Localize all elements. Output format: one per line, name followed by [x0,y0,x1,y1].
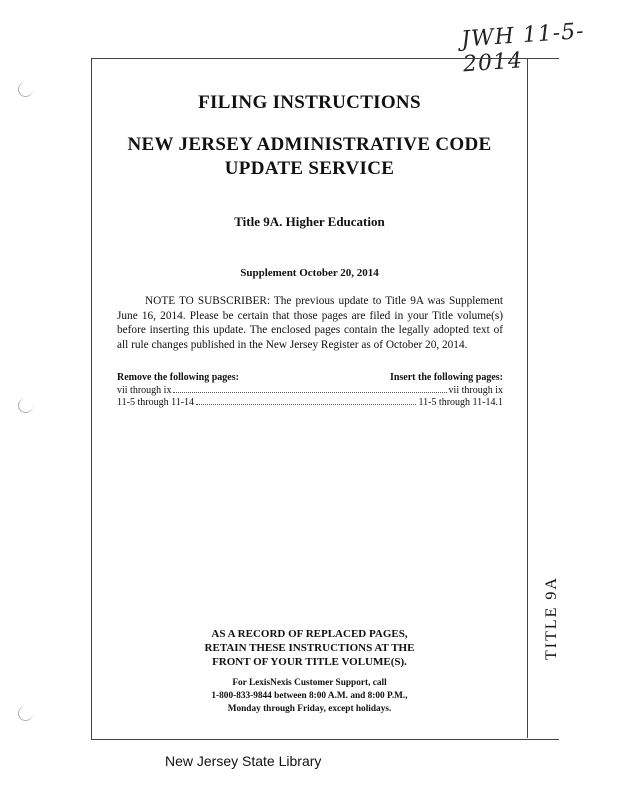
handwritten-note: JWH 11-5-2014 [460,18,586,78]
spine-tab-label: TITLE 9A [543,576,560,660]
support-line: Monday through Friday, except holidays. [227,704,392,714]
supplement-date: Supplement October 20, 2014 [240,267,379,279]
support-info [91,677,528,716]
document-title: FILING INSTRUCTIONS [198,92,421,113]
leader-dots [196,404,416,405]
punch-hole [18,398,33,413]
support-line: For LexisNexis Customer Support, call [232,678,387,688]
title-volume: Title 9A. Higher Education [234,214,385,229]
record-notice-line: RETAIN THESE INSTRUCTIONS AT THE [204,642,415,654]
record-notice [91,627,528,669]
support-line: 1-800-833-9844 between 8:00 A.M. and 8:00 P.M., [211,691,408,701]
record-notice-line: AS A RECORD OF REPLACED PAGES, [211,628,408,640]
page-replacement-list [117,372,503,410]
record-notice-line: FRONT OF YOUR TITLE VOLUME(S). [212,656,407,668]
code-title-line1: NEW JERSEY ADMINISTRATIVE CODE [127,134,492,155]
punch-hole [18,82,33,97]
code-title-line2: UPDATE SERVICE [224,158,395,179]
insert-pages: vii through ix [448,384,503,396]
punch-hole [18,706,33,721]
insert-pages: 11-5 through 11-14.1 [418,397,503,408]
page-row [117,385,503,398]
leader-dots [173,392,446,393]
remove-header: Remove the following pages: [117,372,239,383]
library-stamp: New Jersey State Library [165,753,322,769]
subscriber-note: NOTE TO SUBSCRIBER: The previous update to Title 9A was Supplement June 16, 2014. Please be certain that those pages are filed in your Title volume(s) before inserting this update. The enclosed pages contain the legally adopted text of all rule changes published in the New Jersey Register as of October 20, 2014. [117,295,503,351]
page-row [117,397,503,410]
insert-header: Insert the following pages: [389,372,503,383]
remove-pages: vii through ix [117,384,172,396]
remove-pages: 11-5 through 11-14 [117,397,195,408]
page-list-header [117,372,503,385]
